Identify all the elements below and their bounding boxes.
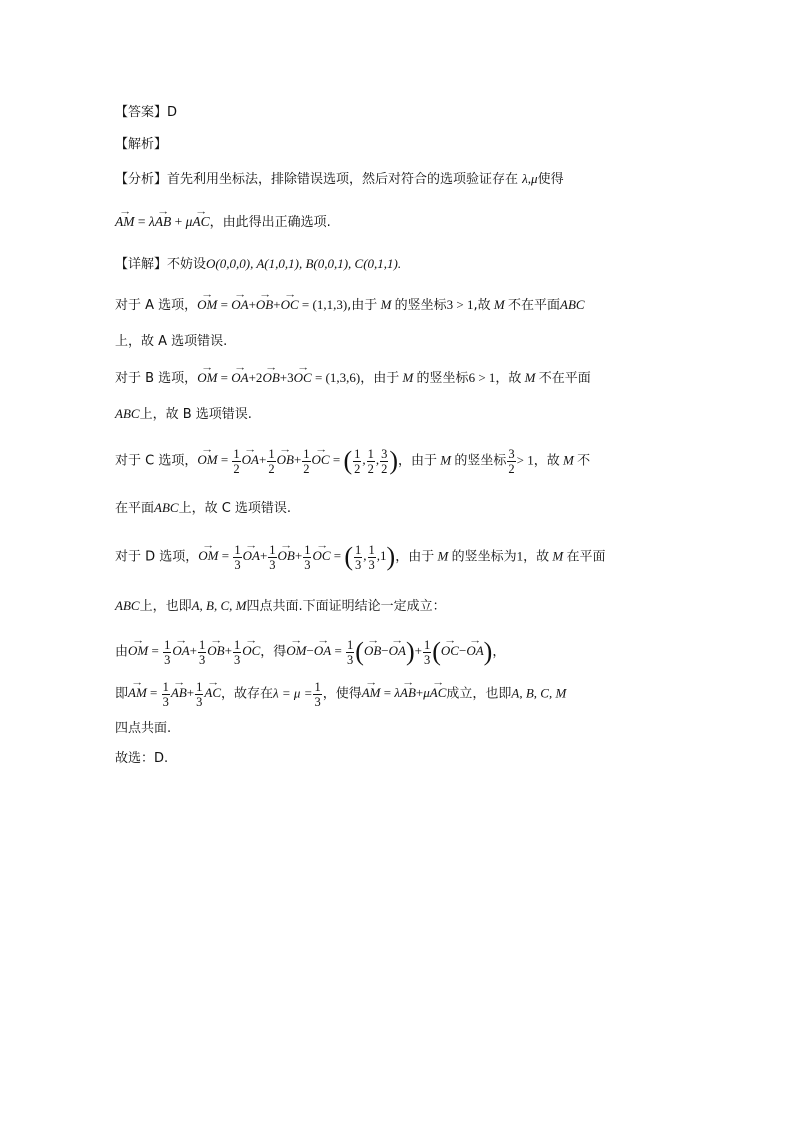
option-d-line: 对于 D 选项，→ OM = $\frac{1}{3}$ → OA+ $\frac{1}{3}$ → OB+ $\frac{1}{3}$ → OC = ( $\frac{1}{3}$ , $\frac{1}{3}$ ,1)，由于 M 的竖坐标为1，故 M 在平面: [115, 543, 605, 572]
answer-label: 【答案】: [115, 105, 168, 120]
fenxi-text3: ，由此得出正确选项.: [209, 215, 331, 230]
option-d-equation: → OM = $\frac{1}{3}$ → OA+ $\frac{1}{3}$ → OB+ $\frac{1}{3}$ → OC = ( $\frac{1}{3}$ , $\frac{1}{3}$ ,1): [198, 548, 395, 563]
xiangjie-line: [115, 255, 401, 274]
fenxi-text2: 使得: [537, 172, 564, 187]
option-b-line2: ABC上，故 B 选项错误.: [115, 406, 252, 422]
option-b-line: 对于 B 选项，→ OM = → OA+2→ OB+3→ OC = (1,3,6)，由于 M 的竖坐标6 > 1，故 M 不在平面: [115, 369, 591, 388]
proof-last: 四点共面.: [115, 721, 172, 736]
option-c-equation: → OM = $\frac{1}{2}$ → OA+ $\frac{1}{2}$ → OB+ $\frac{1}{2}$ → OC = ( $\frac{1}{2}$ , $\frac{1}{2}$ , $\frac{3}{2}$ ): [197, 452, 398, 467]
proof-line2: 即→ AM = $\frac{1}{3}$ → AB+ $\frac{1}{3}$ → AC，故存在λ = μ = $\frac{1}{3}$ ，使得→ AM = λ→ AB+μ→ AC成立，也即A, B, C, M: [115, 680, 566, 709]
fenxi-formula-line: → AM = λ→ AB + μ→ AC，由此得出正确选项.: [115, 213, 331, 232]
points-coordinates: O(0,0,0), A(1,0,1), B(0,0,1), C(0,1,1).: [206, 256, 402, 271]
lambda-mu: λ,μ: [522, 171, 538, 186]
analysis-heading: 【解析】: [115, 137, 168, 152]
option-c-line: 对于 C 选项，→ OM = $\frac{1}{2}$ → OA+ $\frac{1}{2}$ → OB+ $\frac{1}{2}$ → OC = ( $\frac{1}{2}$ , $\frac{1}{2}$ , $\frac{3}{2}$ )，由于 M 的竖坐标 $\frac{3}{2}$ > 1，故 M 不: [115, 447, 590, 476]
option-c-prefix: 对于 C 选项，: [115, 453, 198, 469]
option-c-line2: 在平面ABC上，故 C 选项错误.: [115, 500, 292, 516]
proof-line1: 由→ OM = $\frac{1}{3}$ → OA+ $\frac{1}{3}$ → OB+ $\frac{1}{3}$ → OC，得→ OM−→ OA = $\frac{1}{3}$ (→ OB−→ OA)+ $\frac{1}{3}$ (→ OC−→ OA)，: [115, 638, 505, 667]
vector-am: → AM: [115, 213, 135, 231]
option-b-prefix: 对于 B 选项，: [115, 371, 198, 386]
option-b-equation: → OM = → OA+2→ OB+3→ OC: [197, 370, 315, 385]
fenxi-line: [115, 170, 564, 189]
option-a-equation: → OM = → OA+→ OB+→ OC: [197, 297, 302, 312]
answer-value: D: [167, 105, 178, 120]
option-b-result: = (1,3,6): [314, 370, 361, 385]
answer-line: [115, 104, 177, 122]
fenxi-label: 【分析】: [115, 172, 168, 187]
option-a-result: = (1,1,3): [301, 297, 348, 312]
xiangjie-text: 不妨设: [167, 257, 207, 272]
option-d-prefix: 对于 D 选项，: [115, 549, 199, 565]
option-d-line2: ABC上，也即A, B, C, M四点共面.下面证明结论一定成立：: [115, 598, 446, 614]
conclusion: 故选：D.: [115, 751, 169, 766]
option-a-prefix: 对于 A 选项，: [115, 298, 198, 313]
fenxi-text1: 首先利用坐标法，排除错误选项，然后对符合的选项验证存在: [167, 172, 519, 187]
xiangjie-label: 【详解】: [115, 257, 168, 272]
option-a-line2: 上，故 A 选项错误.: [115, 334, 228, 349]
option-a-line: 对于 A 选项，→ OM = → OA+→ OB+→ OC = (1,1,3),由于 M 的竖坐标3 > 1,故 M 不在平面ABC: [115, 296, 585, 315]
